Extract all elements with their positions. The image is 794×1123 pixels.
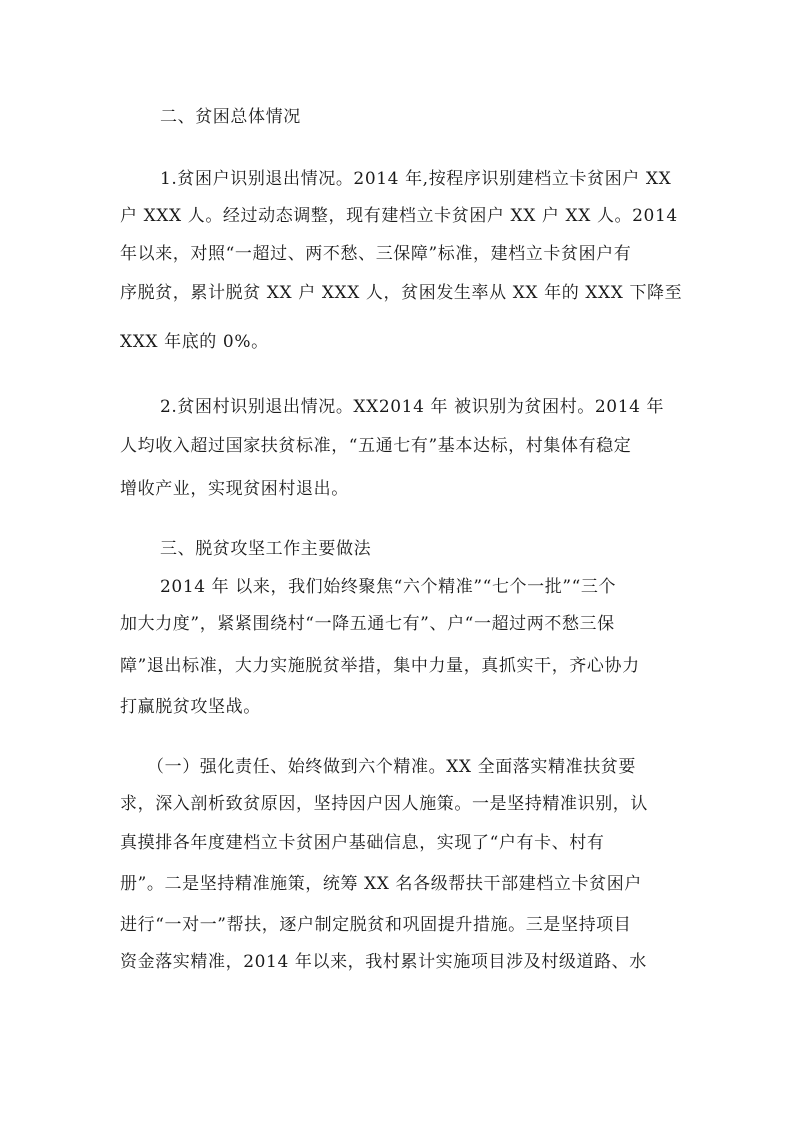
paragraph-line: 障”退出标准，大力实施脱贫举措，集中力量，真抓实干，齐心协力 [120, 656, 640, 676]
paragraph-line: 求，深入剖析致贫原因，坚持因户因人施策。一是坚持精准识别，认 [120, 794, 648, 814]
paragraph-line: （一）强化责任、始终做到六个精准。XX 全面落实精准扶贫要 [147, 757, 637, 777]
paragraph-line: 2014 年 以来，我们始终聚焦“六个精准”“七个一批”“三个 [160, 577, 617, 597]
paragraph-line: 户 XXX 人。经过动态调整，现有建档立卡贫困户 XX 户 XX 人。2014 [120, 206, 678, 226]
paragraph-line: 序脱贫，累计脱贫 XX 户 XXX 人，贫困发生率从 XX 年的 XXX 下降至 [120, 283, 683, 303]
paragraph-line: 真摸排各年度建档立卡贫困户基础信息，实现了“户有卡、村有 [120, 833, 605, 853]
paragraph-line: 人均收入超过国家扶贫标准，“五通七有”基本达标，村集体有稳定 [120, 436, 632, 456]
section-heading-poverty-overview: 二、贫困总体情况 [160, 107, 301, 127]
paragraph-line: XXX 年底的 0%。 [120, 332, 269, 352]
paragraph-line: 进行“一对一”帮扶，逐户制定脱贫和巩固提升措施。三是坚持项目 [120, 915, 632, 935]
paragraph-line: 年以来，对照“一超过、两不愁、三保障”标准，建档立卡贫困户有 [120, 244, 632, 264]
paragraph-line: 增收产业，实现贫困村退出。 [120, 479, 349, 499]
paragraph-line: 1.贫困户识别退出情况。2014 年,按程序识别建档立卡贫困户 XX [160, 169, 672, 189]
paragraph-line: 加大力度”，紧紧围绕村“一降五通七有”、户“一超过两不愁三保 [120, 614, 615, 634]
section-heading-main-practices: 三、脱贫攻坚工作主要做法 [160, 539, 372, 559]
paragraph-line: 资金落实精准，2014 年以来，我村累计实施项目涉及村级道路、水 [120, 952, 647, 972]
paragraph-line: 册”。二是坚持精准施策，统筹 XX 名各级帮扶干部建档立卡贫困户 [120, 874, 642, 894]
paragraph-line: 打赢脱贫攻坚战。 [120, 697, 261, 717]
paragraph-line: 2.贫困村识别退出情况。XX2014 年 被识别为贫困村。2014 年 [160, 397, 665, 417]
